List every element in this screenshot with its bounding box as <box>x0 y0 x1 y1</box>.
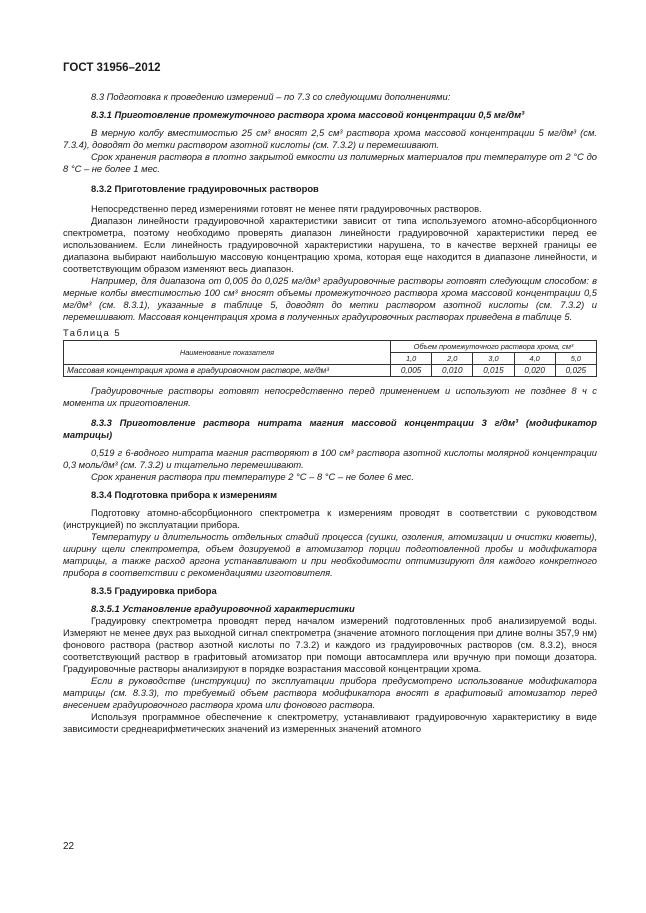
paragraph: Используя программное обеспечение к спектрометру, устанавливают градуировочную характеристику в виде зависимости среднеарифметических значений из измеренных значений атомного <box>63 711 597 734</box>
standard-number: ГОСТ 31956–2012 <box>63 62 161 74</box>
paragraph: Срок хранения раствора при температуре 2 °С – 8 °С – не более 6 мес. <box>91 471 414 482</box>
paragraph: Срок хранения раствора в плотно закрытой емкости из полимерных материалов при температуре от 2 °С до 8 °С – не более 1 мес. <box>63 151 597 174</box>
table-cell: 5,0 <box>555 353 596 365</box>
section-heading-8-3-5-1: 8.3.5.1 Установление градуировочной характеристики <box>91 603 355 614</box>
paragraph: 0,519 г 6-водного нитрата магния растворяют в 100 см³ раствора азотной кислоты молярной концентрации 0,3 моль/дм³ (см. 7.3.2) и тщательно перемешивают. <box>63 447 597 470</box>
table-cell: 2,0 <box>432 353 473 365</box>
paragraph: Подготовку атомно-абсорбционного спектрометра к измерениям проводят в соответствии с руководством (инструкцией) по эксплуатации прибора. <box>63 507 597 530</box>
table-row <box>64 365 597 377</box>
section-heading-8-3-1: 8.3.1 Приготовление промежуточного раствора хрома массовой концентрации 0,5 мг/дм³ <box>91 109 525 120</box>
table-header-row <box>64 341 597 353</box>
table-5 <box>63 340 597 377</box>
table-caption: Таблица 5 <box>63 327 122 338</box>
paragraph: В мерную колбу вместимостью 25 см³ вносят 2,5 см³ раствора хрома массовой концентрации 5 мг/дм³ (см. 7.3.4), доводят до метки раствором азотной кислоты (см. 7.3.2) и перемешивают. <box>63 127 597 150</box>
paragraph: Диапазон линейности градуировочной характеристики зависит от типа используемого атомно-абсорбционного спектрометра, поэтому необходимо проверять диапазон линейности градуировочной характеристики перед ее использованием. Если линейность градуировочной характеристики нарушена, то в качестве верхней границы ее диапазона выбирают наибольшую массовую концентрацию хрома, которая еще находится в диапазоне линейности, и соответствующим образом изменяют весь диапазон. <box>63 215 597 274</box>
page-number: 22 <box>63 841 75 852</box>
paragraph: Например, для диапазона от 0,005 до 0,025 мг/дм³ градуировочные растворы готовят следующим способом: в мерные колбы вместимостью 100 см³ вносят объемы промежуточного раствора хрома массовой концентрации 0,5 мг/дм³ (см. 8.3.1), указанные в таблице 5, доводят до метки раствором азотной кислоты (см. 7.3.2) и перемешивают. Массовая концентрация хрома в полученных градуировочных растворах приведена в таблице 5. <box>63 275 597 322</box>
table-cell: 0,010 <box>432 365 473 377</box>
table-cell: 4,0 <box>514 353 555 365</box>
paragraph: Непосредственно перед измерениями готовят не менее пяти градуировочных растворов. <box>91 203 482 214</box>
page-body <box>63 91 597 735</box>
table-cell: 0,020 <box>514 365 555 377</box>
table-header-cell: Объем промежуточного раствора хрома, см³ <box>391 341 597 353</box>
table-cell: 1,0 <box>391 353 432 365</box>
section-heading-8-3-5: 8.3.5 Градуировка прибора <box>91 585 217 596</box>
paragraph: Градуировочные растворы готовят непосредственно перед применением и используют не позднее 8 ч с момента их приготовления. <box>63 385 597 408</box>
paragraph: Градуировку спектрометра проводят перед началом измерений подготовленных проб анализируемой воды. Измеряют не менее двух раз выходной сигнал спектрометра (значение атомного поглощения при длине волны 357,9 нм) фонового раствора (раствор азотной кислоты по 7.3.2) и каждого из градуировочных растворов (см. 8.3.2), внося соответствующий раствор в графитовый атомизатор при помощи автосамплера или вручную при помощи дозатора. Градуировочные растворы анализируют в порядке возрастания массовой концентрации хрома. <box>63 615 597 674</box>
table-cell: 0,025 <box>555 365 596 377</box>
paragraph: Температуру и длительность отдельных стадий процесса (сушки, озоления, атомизации и очистки кюветы), ширину щели спектрометра, объем дозируемой в атомизатор порции подготовленной пробы и модификатора матрицы, а также расход аргона устанавливают и при необходимости оптимизируют для каждого конкретного прибора в соответствии с рекомендациями изготовителя. <box>63 531 597 578</box>
section-heading-8-3-4: 8.3.4 Подготовка прибора к измерениям <box>91 489 278 500</box>
table-cell: Массовая концентрация хрома в градуировочном растворе, мг/дм³ <box>64 365 391 377</box>
table-cell: 0,005 <box>391 365 432 377</box>
section-heading-8-3-3: 8.3.3 Приготовление раствора нитрата магния массовой концентрации 3 г/дм³ (модификатор матрицы) <box>63 417 597 440</box>
paragraph: Если в руководстве (инструкции) по эксплуатации прибора предусмотрено использование модификатора матрицы (см. 8.3.3), то требуемый объем раствора модификатора вносят в графитовый атомизатор перед внесением градуировочного раствора хрома или фонового раствора. <box>63 675 597 710</box>
table-cell: 0,015 <box>473 365 514 377</box>
section-heading-8-3-2: 8.3.2 Приготовление градуировочных растворов <box>91 183 319 194</box>
paragraph: 8.3 Подготовка к проведению измерений – по 7.3 со следующими дополнениями: <box>91 91 451 102</box>
table-header-cell: Наименование показателя <box>64 341 391 365</box>
table-cell: 3,0 <box>473 353 514 365</box>
